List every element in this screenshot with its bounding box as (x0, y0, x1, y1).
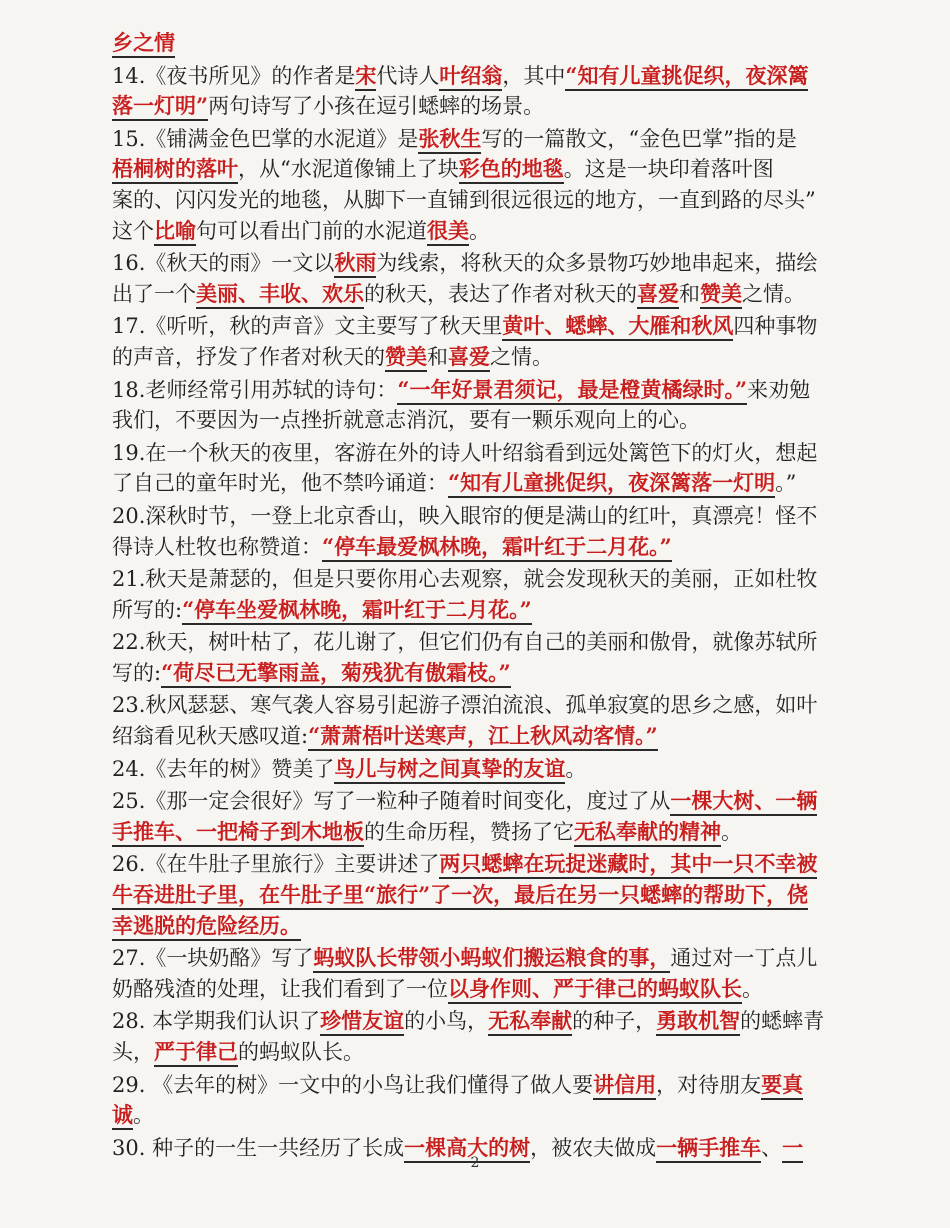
page-number: 2 (470, 1155, 480, 1171)
highlighted-answer: 张秋生 (418, 126, 481, 154)
highlighted-answer: 讲信用 (593, 1072, 656, 1100)
text-segment: 的秋天，表达了作者对秋天的 (364, 281, 637, 306)
highlighted-answer: 赞美 (700, 281, 742, 309)
text-line (112, 279, 880, 310)
highlighted-answer: 彩色的地毯 (459, 156, 564, 184)
text-segment: 来劝勉 (747, 377, 811, 402)
text-segment: 和 (679, 281, 700, 306)
text-line (112, 880, 880, 911)
text-line (112, 154, 880, 185)
highlighted-answer: 黄叶、蟋蟀、大雁和秋风 (502, 313, 733, 341)
text-segment: 19.在一个秋天的夜里，客游在外的诗人叶绍翁看到远处篱笆下的灯火，想起 (112, 440, 818, 465)
text-line (112, 1070, 880, 1101)
text-segment: 我们，不要因为一点挫折就意志消沉，要有一颗乐观向上的心。 (112, 408, 700, 433)
text-line (112, 216, 880, 247)
text-segment: 24.《去年的树》赞美了 (112, 756, 335, 781)
highlighted-answer: 落一灯明” (112, 93, 208, 121)
highlighted-answer: “荷尽已无擎雨盖，菊残犹有傲霜枝。” (161, 660, 511, 688)
highlighted-answer: “停车坐爱枫林晚，霜叶红于二月花。” (182, 597, 532, 625)
text-segment: 23.秋风瑟瑟、寒气袭人容易引起游子漂泊流浪、孤单寂寞的思乡之感，如叶 (112, 693, 818, 718)
highlighted-answer: 一棵高大的树 (404, 1135, 530, 1163)
text-segment: 21.秋天是萧瑟的，但是只要你用心去观察，就会发现秋天的美丽，正如杜牧 (112, 567, 818, 592)
text-line (112, 658, 880, 689)
text-segment: 15.《铺满金色巴掌的水泥道》是 (112, 126, 419, 151)
text-segment: 这个 (112, 218, 154, 243)
highlighted-answer: 叶绍翁 (439, 63, 502, 91)
highlighted-answer: 美丽、丰收、欢乐 (196, 281, 364, 309)
text-segment: 。 (565, 756, 587, 781)
text-line (112, 532, 880, 563)
text-line (112, 786, 880, 817)
highlighted-answer: 宋 (355, 63, 376, 91)
highlighted-answer: 喜爱 (637, 281, 679, 309)
text-line (112, 311, 880, 342)
text-segment: 四种事物 (733, 314, 818, 339)
text-line (112, 124, 880, 155)
text-segment: ，从“水泥道像铺上了块 (238, 157, 459, 182)
highlighted-answer: 以身作则、严于律己的蚂蚁队长 (448, 976, 742, 1004)
text-segment: ，其中 (502, 63, 566, 88)
text-segment: 出了一个 (112, 281, 196, 306)
text-segment: 22.秋天，树叶枯了，花儿谢了，但它们仍有自己的美丽和傲骨，就像苏轼所 (112, 630, 818, 655)
text-segment: 17.《听听，秋的声音》文主要写了秋天里 (112, 314, 503, 339)
text-segment: 案的、闪闪发光的地毯，从脚下一直铺到很远很远的地方，一直到路的尽头” (112, 187, 816, 212)
text-segment: 28. 本学期我们认识了 (112, 1009, 321, 1034)
text-line (112, 501, 880, 532)
text-segment: 的小鸟， (404, 1009, 489, 1034)
text-line (112, 754, 880, 785)
text-segment: 为线索，将秋天的众多景物巧妙地串起来，描绘 (376, 251, 818, 276)
text-segment: 。 (133, 1103, 154, 1128)
document-body (112, 28, 880, 1163)
text-segment: 的蚂蚁队长。 (238, 1040, 364, 1064)
text-segment: 。” (775, 471, 797, 496)
highlighted-answer: 牛吞进肚子里，在牛肚子里“旅行”了一次，最后在另一只蟋蟀的帮助下，侥 (112, 882, 808, 910)
text-segment: 26.《在牛肚子里旅行》主要讲述了 (112, 852, 440, 877)
highlighted-answer: 诚 (112, 1102, 133, 1130)
text-line (112, 564, 880, 595)
highlighted-answer: 一棵大树、一辆 (670, 788, 817, 816)
text-line (112, 849, 880, 880)
text-segment: 代诗人 (376, 63, 440, 88)
highlighted-answer: “知有儿童挑促织，夜深篱落一灯明 (448, 470, 775, 498)
highlighted-answer: 珍惜友谊 (320, 1008, 404, 1036)
text-line (112, 438, 880, 469)
text-line (112, 911, 880, 942)
text-segment: 之情。 (742, 281, 805, 306)
highlighted-answer: 很美 (427, 218, 469, 246)
text-segment: 18.老师经常引用苏轼的诗句： (112, 377, 398, 402)
highlighted-answer: 乡之情 (112, 30, 175, 58)
highlighted-answer: 比喻 (154, 218, 196, 246)
highlighted-answer: “萧萧梧叶送寒声，江上秋风动客情。” (308, 723, 658, 751)
highlighted-answer: “一年好景君须记，最是橙黄橘绿时。” (397, 377, 747, 405)
text-segment: 14.《夜书所见》的作者是 (112, 63, 356, 88)
highlighted-answer: 无私奉献的精神 (574, 819, 721, 847)
text-segment: 所写的: (112, 597, 183, 622)
text-segment: 了自己的童年时光，他不禁吟诵道： (112, 471, 448, 496)
highlighted-answer: 一辆手推车 (656, 1135, 761, 1163)
text-segment: ，对待朋友 (656, 1072, 762, 1097)
text-line (112, 974, 880, 1005)
text-segment: 的种子， (572, 1009, 657, 1034)
text-segment: 。 (469, 218, 490, 243)
highlighted-answer: 幸逃脱的危险经历。 (112, 913, 301, 941)
text-segment: 绍翁看见秋天感叹道: (112, 724, 309, 749)
highlighted-answer: 要真 (761, 1072, 803, 1100)
highlighted-answer: “停车最爱枫林晚，霜叶红于二月花。” (322, 534, 672, 562)
text-segment: 、 (761, 1135, 783, 1160)
highlighted-answer: 手推车、一把椅子到木地板 (112, 819, 364, 847)
text-segment: 16.《秋天的雨》一文以 (112, 251, 335, 276)
text-line (112, 28, 880, 59)
text-segment: 通过对一丁点儿 (670, 946, 818, 971)
text-line (112, 817, 880, 848)
text-segment: 20.深秋时节，一登上北京香山，映入眼帘的便是满山的红叶，真漂亮！怪不 (112, 503, 818, 528)
text-segment: 25.《那一定会很好》写了一粒种子随着时间变化，度过了从 (112, 789, 671, 814)
text-line (112, 342, 880, 373)
text-line (112, 468, 880, 499)
text-line (112, 1006, 880, 1037)
text-segment: 两句诗写了小孩在逗引蟋蟀的场景。 (208, 94, 545, 119)
text-line (112, 721, 880, 752)
text-line (112, 61, 880, 92)
text-segment: 。 (721, 819, 742, 844)
text-line (112, 248, 880, 279)
text-line (112, 375, 880, 406)
text-segment: 29. 《去年的树》一文中的小鸟让我们懂得了做人要 (112, 1072, 594, 1097)
text-segment: 得诗人杜牧也称赞道： (112, 534, 322, 559)
text-segment: 27.《一块奶酪》写了 (112, 946, 314, 971)
text-line (112, 690, 880, 721)
highlighted-answer: 严于律己 (154, 1039, 238, 1067)
highlighted-answer: 无私奉献 (488, 1008, 572, 1036)
text-segment: 奶酪残渣的处理，让我们看到了一位 (112, 976, 448, 1001)
text-line (112, 91, 880, 122)
highlighted-answer: 勇敢机智 (656, 1008, 740, 1036)
text-segment: 的蟋蟀青 (740, 1009, 825, 1034)
text-segment: 之情。 (490, 344, 553, 369)
text-segment: 句可以看出门前的水泥道 (196, 218, 427, 243)
text-segment: 和 (427, 344, 448, 369)
text-line (112, 1100, 880, 1131)
text-line (112, 1037, 880, 1068)
highlighted-answer: 一 (782, 1135, 803, 1163)
text-segment: 的生命历程，赞扬了它 (364, 819, 574, 844)
highlighted-answer: 秋雨 (334, 250, 376, 278)
text-segment: ，被农夫做成 (530, 1135, 657, 1160)
text-segment: 的声音，抒发了作者对秋天的 (112, 344, 385, 369)
highlighted-answer: 梧桐树的落叶 (112, 156, 238, 184)
text-segment: 头， (112, 1040, 154, 1064)
text-line (112, 943, 880, 974)
text-segment: 写的: (112, 660, 162, 685)
text-segment: 30. 种子的一生一共经历了长成 (112, 1135, 405, 1160)
text-line (112, 185, 880, 216)
highlighted-answer: 两只蟋蟀在玩捉迷藏时，其中一只不幸被 (439, 851, 817, 879)
highlighted-answer: 鸟儿与树之间真挚的友谊 (334, 756, 565, 784)
highlighted-answer: 蚂蚁队长带领小蚂蚁们搬运粮食的事， (313, 945, 670, 973)
text-segment: 写的一篇散文，“金色巴掌”指的是 (481, 126, 797, 151)
text-segment: 。 (742, 976, 763, 1001)
highlighted-answer: “知有儿童挑促织，夜深篱 (565, 63, 808, 91)
text-segment: 。这是一块印着落叶图 (563, 157, 774, 182)
highlighted-answer: 赞美 (385, 344, 427, 372)
highlighted-answer: 喜爱 (448, 344, 490, 372)
text-line (112, 595, 880, 626)
text-line (112, 405, 880, 436)
text-line (112, 627, 880, 658)
